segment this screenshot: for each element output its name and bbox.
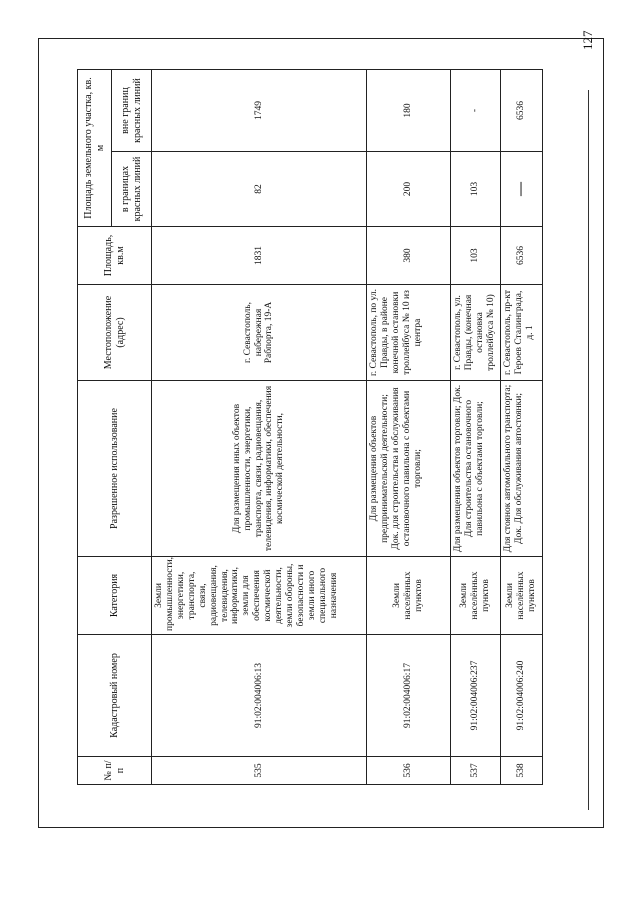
cell-within: 82 xyxy=(152,152,367,227)
table-row xyxy=(367,70,451,785)
table-row xyxy=(451,70,501,785)
header-area: Площадь, кв.м xyxy=(78,227,152,285)
cell-category: Земли населённых пунктов xyxy=(367,557,451,635)
cell-num: 536 xyxy=(367,757,451,785)
cell-permitted-use: Для размещения иных объектов промышленности, энергетики, транспорта, связи, радиовещания, телевидения, информатики, обеспечения космической деятельности, xyxy=(152,381,367,557)
header-cadastral: Кадастровый номер xyxy=(78,635,152,757)
cell-outside: 180 xyxy=(367,70,451,152)
cell-area: 103 xyxy=(451,227,501,285)
cell-permitted-use: Для размещения объектов торговли; Док. Для строительства остановочного павильона с объектами торговли; xyxy=(451,381,501,557)
cell-outside: - xyxy=(451,70,501,152)
cell-num: 538 xyxy=(501,757,543,785)
cell-outside: 1749 xyxy=(152,70,367,152)
cell-cadastral: 91:02:004006:13 xyxy=(152,635,367,757)
cell-cadastral: 91:02:004006:17 xyxy=(367,635,451,757)
cell-area: 6536 xyxy=(501,227,543,285)
cell-permitted-use: Для стоянок автомобильного транспорта; Док. Для обслуживания автостоянки; xyxy=(501,381,543,557)
cell-within: 103 xyxy=(451,152,501,227)
cell-location: г. Севастополь, набережная Рабпорта, 19-А xyxy=(152,285,367,381)
header-category: Категория xyxy=(78,557,152,635)
cell-location: г. Севастополь, пр-кт Героев Сталинграда, д. 1 xyxy=(501,285,543,381)
table-row xyxy=(152,70,367,785)
cell-category: Земли населённых пунктов xyxy=(501,557,543,635)
cell-area: 380 xyxy=(367,227,451,285)
header-location: Местоположение (адрес) xyxy=(78,285,152,381)
cell-within: — xyxy=(501,152,543,227)
cell-category: Земли промышленности, энергетики, транспорта, связи, радиовещания, телевидения, информатики, земли для обеспечения космической деятельности, земли обороны, безопасности и земли иного специального назначения xyxy=(152,557,367,635)
cell-cadastral: 91:02:004006:237 xyxy=(451,635,501,757)
cell-permitted-use: Для размещения объектов предпринимательской деятельности; Док. для строительства и обслуживания остановочного павильона с объектами торговли; xyxy=(367,381,451,557)
cell-location: г. Севастополь, ул. Правды, (конечная остановка троллейбуса № 10) xyxy=(451,285,501,381)
cell-cadastral: 91:02:004006:240 xyxy=(501,635,543,757)
header-num: № п/п xyxy=(78,757,152,785)
header-outside-red-lines: вне границ красных линий xyxy=(112,70,152,152)
land-plots-table xyxy=(77,69,543,785)
table-row xyxy=(501,70,543,785)
rotated-table-container xyxy=(77,70,542,785)
header-land-area-group: Площадь земельного участка, кв. м xyxy=(78,70,112,227)
cell-num: 537 xyxy=(451,757,501,785)
cell-location: г. Севастополь, по ул. Правды, в районе конечной остановки троллейбуса № 10 из центра xyxy=(367,285,451,381)
header-within-red-lines: в границах красных линий xyxy=(112,152,152,227)
page-number: 127 xyxy=(580,30,595,50)
cell-num: 535 xyxy=(152,757,367,785)
cell-category: Земли населённых пунктов xyxy=(451,557,501,635)
header-permitted-use: Разрешенное использование xyxy=(78,381,152,557)
cell-outside: 6536 xyxy=(501,70,543,152)
side-rule xyxy=(588,90,589,810)
header-row-1 xyxy=(78,70,112,785)
cell-within: 200 xyxy=(367,152,451,227)
cell-area: 1831 xyxy=(152,227,367,285)
